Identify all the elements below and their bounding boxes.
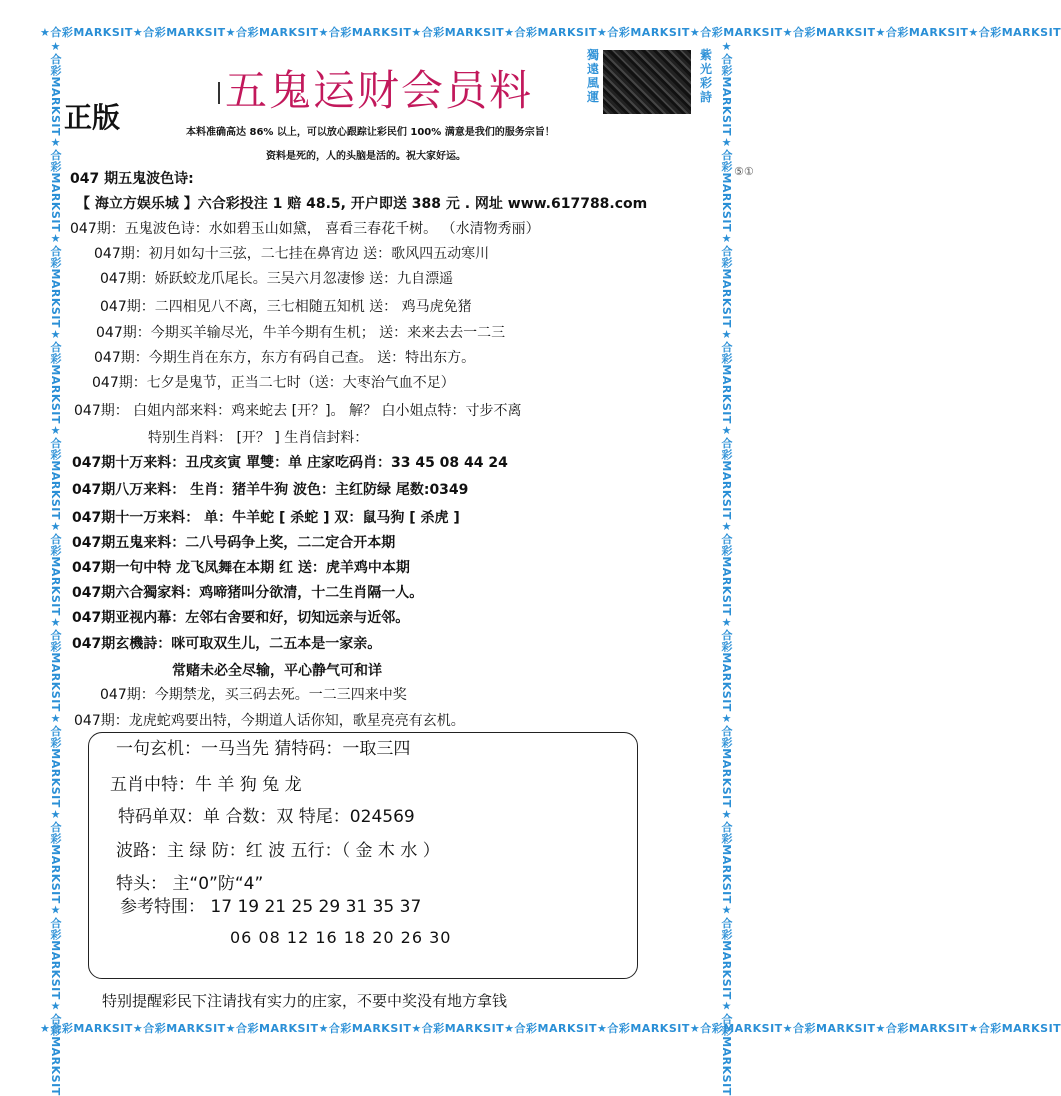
tagline-accuracy: 本料准确高达 86% 以上，可以放心跟踪让彩民们 100% 满意是我们的服务宗旨！: [186, 127, 555, 138]
content-line: 047 期五鬼波色诗:: [70, 171, 194, 187]
summary-line: 特头： 主“0”防“4”: [116, 874, 264, 894]
content-line: 047期五鬼来料：二八号码争上奖，二二定合开本期: [72, 535, 396, 551]
content-line: 047期：今期买羊输尽光，牛羊今期有生机； 送：来来去去一二三: [96, 325, 506, 341]
content-line: 特别生肖料： [开？ ] 生肖信封料：: [148, 430, 369, 446]
content-line: 047期：七夕是鬼节，正当二七时（送：大枣治气血不足）: [92, 375, 455, 391]
content-line: 047期玄機詩：咪可取双生儿，二五本是一家亲。: [72, 636, 382, 652]
watermark-border-left: ★合彩MARKSIT★合彩MARKSIT★合彩MARKSIT★合彩MARKSIT★合彩MARKSIT★合彩MARKSIT★合彩MARKSIT★合彩MARKSIT★合彩MARKSIT★合彩MARKSIT★合彩MARKSIT: [49, 40, 62, 1096]
summary-line: 06 08 12 16 18 20 26 30: [230, 928, 452, 947]
content-line: 047期：娇跃蛟龙爪尾长。三吴六月忽凄惨 送：九自漂遥: [100, 271, 454, 287]
content-line: 047期八万来料： 生肖：猪羊牛狗 波色：主红防绿 尾数:0349: [72, 482, 469, 498]
content-line: 047期：五鬼波色诗：水如碧玉山如黛， 喜看三春花千树。 （水清物秀丽）: [70, 221, 540, 237]
content-line: 047期一句中特 龙飞凤舞在本期 红 送：虎羊鸡中本期: [72, 560, 410, 576]
content-line: 047期十一万来料： 单：牛羊蛇 [ 杀蛇 ] 双：鼠马狗 [ 杀虎 ]: [72, 510, 460, 526]
summary-line: 一句玄机：一马当先 猜特码：一取三四: [116, 739, 411, 759]
content-line: 047期： 白姐内部来料：鸡来蛇去 [开？]。 解？ 白小姐点特：寸步不离: [74, 403, 522, 419]
edition-label: 正版: [64, 101, 121, 134]
content-line: 047期：龙虎蛇鸡要出特，今期道人话你知，歌星亮亮有玄机。: [74, 713, 465, 729]
watermark-border-right: ★合彩MARKSIT★合彩MARKSIT★合彩MARKSIT★合彩MARKSIT★合彩MARKSIT★合彩MARKSIT★合彩MARKSIT★合彩MARKSIT★合彩MARKSIT★合彩MARKSIT★合彩MARKSIT: [720, 40, 733, 1096]
watermark-border-bottom: ★合彩MARKSIT★合彩MARKSIT★合彩MARKSIT★合彩MARKSIT★合彩MARKSIT★合彩MARKSIT★合彩MARKSIT★合彩MARKSIT★合彩MARKSIT★合彩MARKSIT★合彩MARKSIT: [40, 1022, 1061, 1035]
content-line: 047期：今期禁龙，买三码去死。一二三四来中奖: [100, 687, 407, 703]
content-line: 047期六合獨家料：鸡啼猪叫分欲清，十二生肖隔一人。: [72, 585, 424, 601]
page-title: 五鬼运财会员料: [225, 66, 534, 115]
qr-code-image: [603, 50, 691, 114]
content-line: 【 海立方娱乐城 】六合彩投注 1 赔 48.5, 开户即送 388 元 . 网址 www.617788.com: [76, 196, 648, 212]
summary-line: 波路：主 绿 防：红 波 五行：（ 金 木 水 ）: [116, 841, 440, 861]
content-line: 047期：今期生肖在东方，东方有码自己查。 送：特出东方。: [94, 350, 476, 366]
content-line: 047期：初月如勾十三弦，二七挂在鼻宵边 送：歌风四五动寒川: [94, 246, 490, 262]
tagline-luck: 资料是死的，人的头脑是活的。祝大家好运。: [266, 151, 466, 162]
watermark-border-top: ★合彩MARKSIT★合彩MARKSIT★合彩MARKSIT★合彩MARKSIT★合彩MARKSIT★合彩MARKSIT★合彩MARKSIT★合彩MARKSIT★合彩MARKSIT★合彩MARKSIT★合彩MARKSIT: [40, 26, 1061, 39]
content-line: 047期亚视内幕：左邻右舍要和好，切知远亲与近邻。: [72, 610, 410, 626]
stamp-right: 紫光彩詩: [699, 48, 712, 104]
title-divider: [218, 82, 220, 104]
side-mark: ⑤①: [734, 165, 754, 178]
footer-notice: 特别提醒彩民下注请找有实力的庄家，不要中奖没有地方拿钱: [102, 992, 508, 1010]
content-line: 047期十万来料：丑戌亥寅 單雙：单 庄家吃码肖：33 45 08 44 24: [72, 455, 508, 471]
content-line: 047期：二四相见八不离，三七相随五知机 送： 鸡马虎免猪: [100, 299, 472, 315]
content-line: 常赌未必全尽输，平心静气可和详: [172, 663, 382, 679]
summary-line: 五肖中特：牛 羊 狗 兔 龙: [110, 775, 302, 795]
summary-line: 特码单双：单 合数：双 特尾：024569: [118, 807, 415, 827]
summary-line: 参考特围： 17 19 21 25 29 31 35 37: [120, 897, 422, 917]
stamp-left: 獨遠風運: [586, 48, 599, 104]
